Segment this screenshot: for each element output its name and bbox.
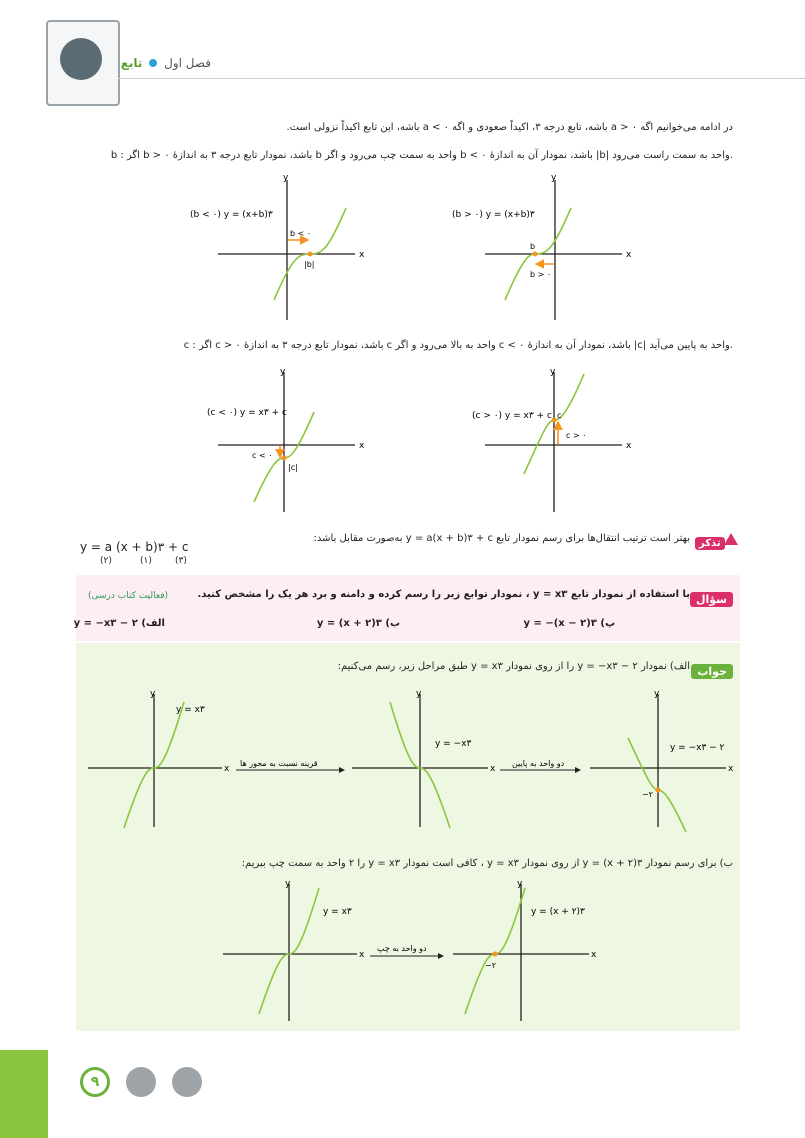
b-right-x-label: x (626, 250, 632, 260)
b-left-point (308, 252, 313, 257)
publisher-logo-icon (60, 38, 102, 80)
answer-tag: جواب (691, 664, 733, 679)
note-text: بهتر است ترتیب انتقال‌ها برای رسم نمودار تابع y = a(x + b)۳ + c به‌صورت مقابل باشد: (313, 533, 690, 544)
intro-b-line: b : اگر b > ۰ باشد، نمودار تابع درجه ۳ به اندازهٔ b واحد به سمت چپ می‌رود و اگر b < ۰ باشد، نمودار آن به اندازهٔ |b| واحد به سمت راست می‌رود. (110, 150, 733, 161)
footer-green-bar (0, 1050, 48, 1138)
footer-dot-2 (172, 1067, 202, 1097)
note-order-2: (۲) (100, 556, 112, 566)
b2-curve (465, 888, 525, 1014)
note-formula: y = a (x + b)۳ + c (80, 540, 189, 554)
a1-y-label: y (150, 689, 156, 699)
a1-x-label: x (224, 764, 230, 774)
c-right-arrow-label: c > ۰ (566, 431, 587, 440)
b-right-eq: (b > ۰) y = (x+b)۳ (452, 210, 535, 220)
chapter-label: فصل اول (164, 56, 211, 70)
note-order-1: (۱) (140, 556, 152, 566)
b-right-arrow-label: b > ۰ (530, 270, 552, 279)
page-number: ۹ (80, 1067, 110, 1097)
a2-x-label: x (490, 764, 496, 774)
b1-x-label: x (359, 950, 365, 960)
a3-y-label: y (654, 689, 660, 699)
a-step1-label: قرینه نسبت به محور ها (240, 759, 318, 768)
c-right-point (552, 418, 557, 423)
intro-line: در ادامه می‌خوانیم اگه a > ۰ باشه، تابع درجه ۳، اکیداً صعودی و اگه a < ۰ باشه، این تابع اکیداً نزولی است. (286, 122, 733, 133)
a3-point (656, 788, 661, 793)
question-box (73, 575, 740, 641)
a1-eq: y = x۳ (176, 705, 205, 715)
question-item-a: الف) y = −x۳ − ۲ (73, 618, 165, 629)
c-left-point (282, 456, 287, 461)
c-right-eq: (c > ۰) y = x۳ + c (472, 411, 552, 421)
a3-point-label: −۲ (642, 790, 653, 799)
c-left-arrow-label: c < ۰ (252, 451, 273, 460)
c-left-y-label: y (280, 367, 286, 377)
a2-eq: y = −x۳ (435, 739, 472, 749)
c-right-x-label: x (626, 441, 632, 451)
answer-part-b: ب) برای رسم نمودار y = (x + ۲)۳ از روی نمودار y = x۳ ، کافی است نمودار y = x۳ را ۲ واحد به سمت چپ ببریم: (241, 858, 733, 869)
warning-icon (724, 533, 738, 545)
a-step2-label: دو واحد به پایین (512, 759, 565, 768)
a2-y-label: y (416, 689, 422, 699)
a3-x-label: x (728, 764, 734, 774)
b-step1-label: دو واحد به چپ (377, 944, 427, 953)
a3-eq: y = −x۳ − ۲ (670, 743, 725, 753)
b2-eq: y = (x + ۲)۳ (531, 907, 585, 917)
b2-point-label: −۲ (485, 961, 496, 970)
b2-x-label: x (591, 950, 597, 960)
intro-c-line: c : اگر c > ۰ باشد، نمودار تابع درجه ۳ به اندازهٔ c واحد به بالا می‌رود و اگر c < ۰ باشد، نمودار آن به اندازهٔ |c| واحد به پایین می‌آید. (183, 340, 733, 351)
footer-dot-1 (126, 1067, 156, 1097)
question-tag: سؤال (690, 592, 733, 607)
c-left-eq: (c < ۰) y = x۳ + c (207, 408, 287, 418)
note-order-3: (۳) (175, 556, 187, 566)
b-left-y-label: y (283, 173, 289, 183)
chapter-heading (121, 56, 211, 70)
b-right-point-label: b (530, 242, 536, 251)
question-text: با استفاده از نمودار تابع y = x۳ ، نمودار توابع زیر را رسم کرده و دامنه و برد هر یک را مشخص کنید. (197, 589, 690, 600)
b-left-arrow-label: b < ۰ (290, 229, 312, 238)
b1-eq: y = x۳ (323, 907, 352, 917)
b-right-point (533, 252, 538, 257)
c-left-x-label: x (359, 441, 365, 451)
b-left-shift: |b| (304, 260, 315, 269)
header-divider (118, 78, 805, 79)
b-left-eq: (b < ۰) y = (x+b)۳ (190, 210, 273, 220)
question-item-c: پ) y = −(x − ۲)۳ (523, 618, 615, 629)
b-shift-graphs (180, 170, 640, 330)
answer-a-graphs (80, 682, 740, 832)
c-shift-graphs (180, 362, 640, 514)
b-left-x-label: x (359, 250, 365, 260)
b2-y-label: y (517, 879, 523, 889)
activity-note: (فعالیت کتاب درسی) (88, 591, 169, 601)
note-tag: تذکر (695, 537, 725, 550)
b1-y-label: y (285, 879, 291, 889)
c-left-shift: |c| (288, 463, 298, 472)
b-right-y-label: y (551, 173, 557, 183)
b2-point (493, 952, 498, 957)
c-right-y-label: y (550, 367, 556, 377)
topic-label: تابع (120, 56, 143, 70)
chapter-dot-icon (149, 59, 157, 67)
question-item-b: ب) y = (x + ۲)۳ (316, 618, 400, 629)
answer-part-a: الف) نمودار y = −x۳ − ۲ را از روی نمودار y = x۳ طبق مراحل زیر، رسم می‌کنیم: (337, 661, 690, 672)
answer-b-graphs (215, 876, 605, 1026)
c-right-point-label: c (557, 411, 562, 420)
